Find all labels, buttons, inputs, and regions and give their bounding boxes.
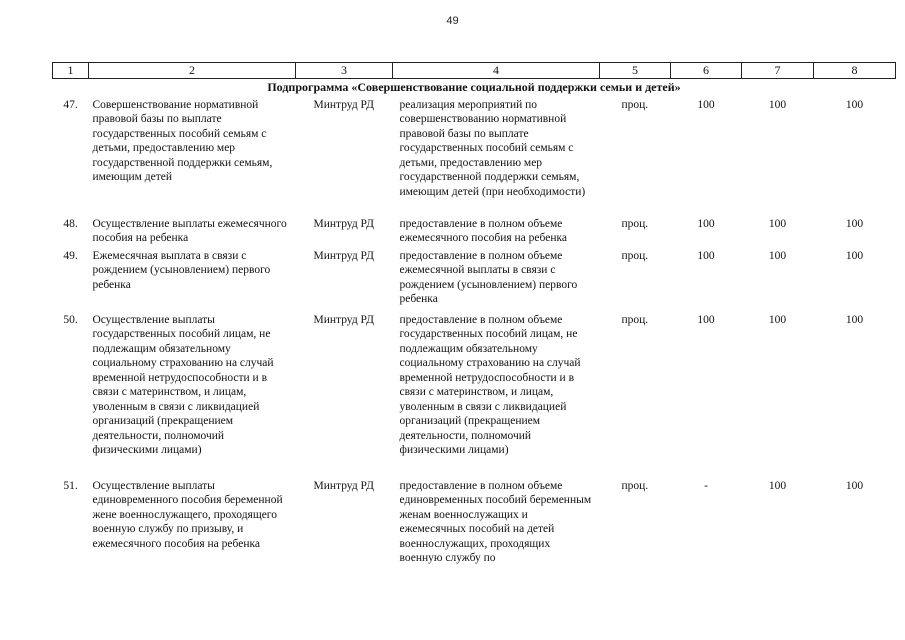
value-col-8: 100 bbox=[845, 217, 864, 230]
executor: Минтруд РД bbox=[313, 98, 374, 111]
value-col-8: 100 bbox=[845, 249, 864, 262]
unit: проц. bbox=[621, 98, 649, 111]
row-number: 50. bbox=[63, 313, 78, 326]
unit: проц. bbox=[621, 313, 649, 326]
column-header: 5 bbox=[600, 63, 671, 79]
measure-name: Осуществление выплаты единовременного пособия беременной жене военнослужащего, проходящего военную службу по призыву, и ежемесячного пособия на ребенка bbox=[92, 479, 283, 550]
value-col-7: 100 bbox=[768, 98, 787, 111]
subprogram-title: Подпрограмма «Совершенствование социальной поддержки семьи и детей» bbox=[267, 80, 681, 94]
table-row bbox=[53, 478, 896, 581]
column-header: 8 bbox=[814, 63, 896, 79]
executor: Минтруд РД bbox=[313, 479, 374, 492]
value-col-7: 100 bbox=[768, 217, 787, 230]
column-header: 3 bbox=[296, 63, 393, 79]
row-number: 48. bbox=[63, 217, 78, 230]
value-col-7: 100 bbox=[768, 479, 787, 492]
executor: Минтруд РД bbox=[313, 217, 374, 230]
subprogram-row bbox=[53, 79, 896, 97]
table-row bbox=[53, 216, 896, 248]
measure-name: Ежемесячная выплата в связи с рождением (усыновлением) первого ребенка bbox=[92, 249, 271, 291]
column-header: 7 bbox=[742, 63, 814, 79]
column-header: 2 bbox=[89, 63, 296, 79]
unit: проц. bbox=[621, 249, 649, 262]
column-header: 6 bbox=[671, 63, 742, 79]
indicator-text: предоставление в полном объеме ежемесячной выплаты в связи с рождением (усыновлением) первого ребенка bbox=[399, 249, 578, 305]
table-row bbox=[53, 248, 896, 312]
indicator-text: предоставление в полном объеме ежемесячного пособия на ребенка bbox=[399, 217, 567, 244]
unit: проц. bbox=[621, 217, 649, 230]
value-col-7: 100 bbox=[768, 249, 787, 262]
row-number: 47. bbox=[63, 98, 78, 111]
value-col-6: 100 bbox=[697, 98, 715, 111]
indicator-text: реализация мероприятий по совершенствованию нормативной правовой базы по выплате государственных пособий семьям с детьми, предоставлению мер государственной поддержки семьям, имеющим детей (при необходимости) bbox=[399, 98, 586, 198]
value-col-8: 100 bbox=[845, 479, 864, 492]
measure-name: Совершенствование нормативной правовой базы по выплате государственных пособий семьям с детьми, предоставлению мер государственной поддержки семьям, имеющим детей bbox=[92, 98, 273, 183]
table-row bbox=[53, 97, 896, 216]
value-col-8: 100 bbox=[845, 98, 864, 111]
page-number: 49 bbox=[446, 15, 459, 27]
indicator-text: предоставление в полном объеме единовременных пособий беременным женам военнослужащих и ежемесячных пособий на детей военнослужащих, проходящих военную службу по bbox=[399, 479, 592, 564]
value-col-7: 100 bbox=[768, 313, 787, 326]
unit: проц. bbox=[621, 479, 649, 492]
row-number: 49. bbox=[63, 249, 78, 262]
indicator-text: предоставление в полном объеме государственных пособий лицам, не подлежащим обязательному социальному страхованию на случай временной нетрудоспособности и в связи с материнством, и лицам, уволенным в связи с ликвидацией организаций (прекращением деятельности, полномочий физическими лицами) bbox=[399, 313, 581, 456]
value-col-8: 100 bbox=[845, 313, 864, 326]
value-col-6: - bbox=[704, 479, 708, 492]
row-number: 51. bbox=[63, 479, 78, 492]
table-row bbox=[53, 312, 896, 478]
value-col-6: 100 bbox=[697, 249, 715, 262]
value-col-6: 100 bbox=[697, 217, 715, 230]
executor: Минтруд РД bbox=[313, 249, 374, 262]
executor: Минтруд РД bbox=[313, 313, 374, 326]
column-header: 1 bbox=[53, 63, 89, 79]
value-col-6: 100 bbox=[697, 313, 715, 326]
column-header: 4 bbox=[393, 63, 600, 79]
measure-name: Осуществление выплаты ежемесячного пособия на ребенка bbox=[92, 217, 287, 244]
column-header-row bbox=[53, 63, 896, 79]
program-table bbox=[52, 62, 896, 581]
measure-name: Осуществление выплаты государственных пособий лицам, не подлежащим обязательному социальному страхованию на случай временной нетрудоспособности и в связи с материнством, и лицам, уволенным в связи с ликвидацией организаций (прекращением деятельности, полномочий физическими лицами) bbox=[92, 313, 274, 456]
